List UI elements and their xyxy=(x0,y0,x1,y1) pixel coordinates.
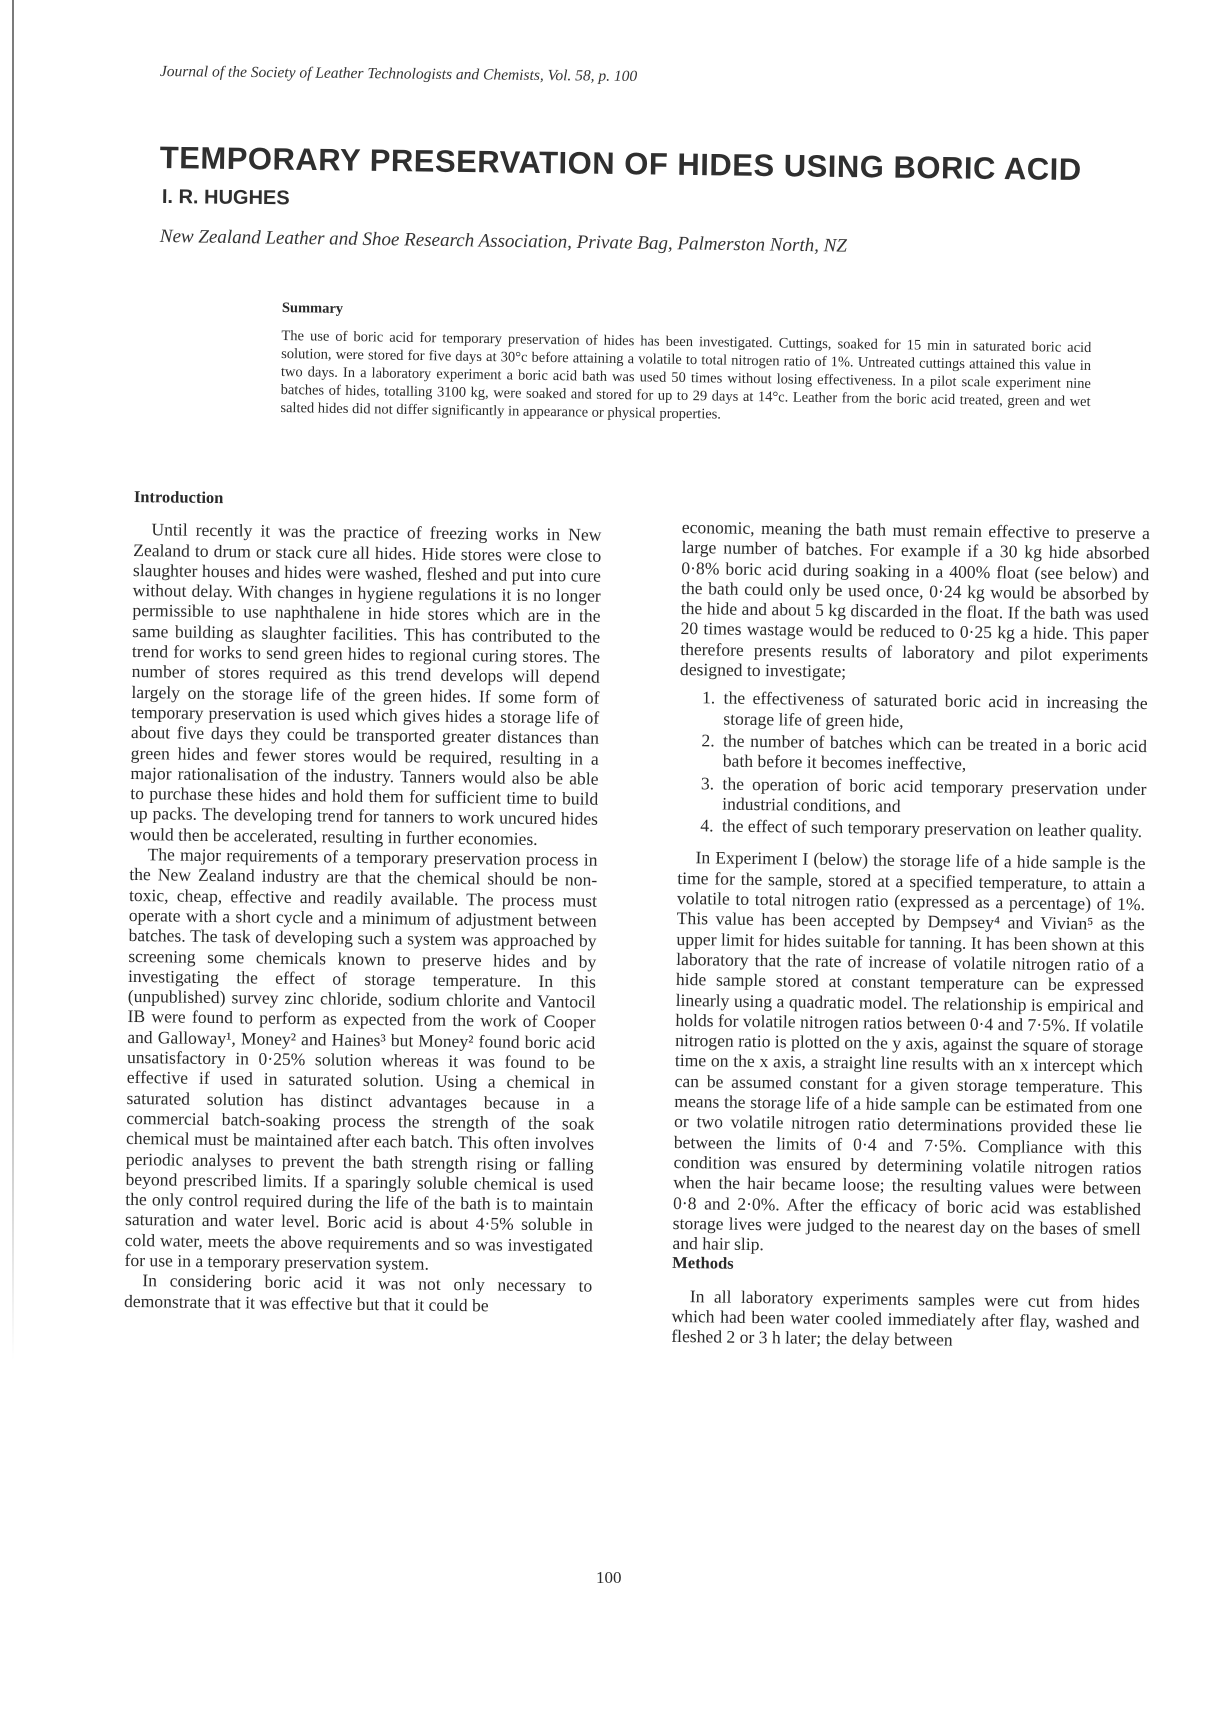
right-column xyxy=(671,517,1150,1353)
article-author: I. R. HUGHES xyxy=(161,186,290,210)
page-number: 100 xyxy=(596,1568,622,1587)
summary-section xyxy=(280,300,1092,429)
methods-paragraph: In all laboratory experiments samples were cut from hides which had been water cooled immediately after flay, washed and fleshed 2 or 3 h later; the delay between xyxy=(671,1285,1140,1350)
author-affiliation: New Zealand Leather and Shoe Research Association, Private Bag, Palmerston North, NZ xyxy=(159,226,848,257)
journal-citation: Journal of the Society of Leather Technologists and Chemists, Vol. 58, p. 100 xyxy=(159,63,638,85)
intro-paragraph: Until recently it was the practice of freezing works in New Zealand to drum or stack cure all hides. Hide stores were close to slaughter houses and hides were washed, fleshed and put into cure without delay. With changes in hygiene regulations it is no longer permissible to use naphthalene in hide stores which are in the same building as slaughter facilities. This has contributed to the trend for works to send green hides to regional curing stores. The number of stores required as this trend develops will depend largely on the storage life of the green hides. If some form of temporary preservation is used which gives hides a storage life of about five days they could be transported greater distances than green hides and fewer stores would be required, resulting in a major rationalisation of the industry. Tanners would also be able to purchase these hides and hold them for sufficient time to build up packs. The developing trend for tanners to work uncured hides would then be accelerated, resulting in further economies. xyxy=(129,519,602,849)
aims-list-item: 1. the effectiveness of saturated boric acid in increasing the storage life of green hide, xyxy=(719,688,1147,734)
intro-paragraph: In considering boric acid it was not only necessary to demonstrate that it was effective but that it could be xyxy=(123,1270,593,1315)
aims-list-item: 3. the operation of boric acid temporary preservation under industrial conditions, and xyxy=(718,773,1146,819)
experiment-paragraph: In Experiment I (below) the storage life of a hide sample is the time for the sample, stored at a specified temperature, to attain a volatile to total nitrogen ratio (expressed as a percentage) of 1%. This value has been accepted by Dempsey⁴ and Vivian⁵ as the upper limit for hides suitable for tanning. It has been shown at this laboratory that the rate of increase of volatile nitrogen ratio of a hide sample stored at constant temperature can be expressed linearly using a quadratic model. The relationship is empirical and holds for volatile nitrogen ratios between 0·4 and 7·5%. If volatile nitrogen ratio is plotted on the y axis, against the square of storage time on the x axis, a straight line results with an x intercept which can be assumed constant for a given storage temperature. This means the storage life of a hide sample can be estimated from one or two volatile nitrogen ratio determinations provided these lie between the limits of 0·4 and 7·5%. Compliance with this condition was ensured by determining volatile nitrogen ratios when the hair became loose; the resulting values were between 0·8 and 2·0%. After the efficacy of boric acid was established storage lives were judged to the nearest day on the bases of smell and hair slip. xyxy=(672,847,1146,1255)
aims-list-item: 2. the number of batches which can be treated in a boric acid bath before it becomes ineffective, xyxy=(719,730,1147,776)
intro-paragraph: The major requirements of a temporary preservation process in the New Zealand industry are that the chemical should be non-toxic, cheap, effective and readily available. The process must operate with a short cycle and a minimum of adjustment between batches. The task of developing such a system was approached by screening some chemicals known to preserve hides and by investigating the effect of storage temperature. In this (unpublished) survey zinc chloride, sodium chlorite and Vantocil IB were found to perform as expected from the work of Cooper and Galloway¹, Money² and Haines³ but Money² found boric acid unsatisfactory in 0·25% solution whereas it was found to be effective if used in saturated solution. Using a chemical in saturated solution has distinct advantages because in a commercial batch-soaking process the strength of the soak chemical must be maintained after each batch. This often involves periodic analyses to prevent the bath strength rising or falling beyond prescribed limits. If a sparingly soluble chemical is used the only control required during the life of the bath is to maintain saturation and water level. Boric acid is about 4·5% soluble in cold water, meets the above requirements and so was investigated for use in a temporary preservation system. xyxy=(124,844,598,1274)
scan-edge-line xyxy=(12,0,14,1360)
introduction-heading: Introduction xyxy=(133,487,224,508)
intro-continuation: economic, meaning the bath must remain effective to preserve a large number of batches. For example if a 30 kg hide absorbed 0·8% boric acid during soaking in a 400% float (see below) and the bath could only be used once, 0·24 kg would be absorbed by the hide and about 5 kg discarded in the float. If the bath was used 20 times wastage would be reduced to 0·25 kg a hide. This paper therefore presents results of laboratory and pilot experiments designed to investigate; xyxy=(679,517,1150,682)
article-title: TEMPORARY PRESERVATION OF HIDES USING BORIC ACID xyxy=(159,140,1082,188)
summary-heading: Summary xyxy=(281,300,344,317)
aims-list xyxy=(678,687,1148,841)
aims-list-item: 4. the effect of such temporary preservation on leather quality. xyxy=(718,816,1146,842)
summary-text: The use of boric acid for temporary preservation of hides has been investigated. Cuttings, soaked for 15 min in saturated boric acid solution, were stored for five days at 30°c before attaining a volatile to total nitrogen ratio of 1%. Untreated cuttings attained this value in two days. In a laboratory experiment a boric acid bath was used 50 times without losing effectiveness. In a pilot scale experiment nine batches of hides, totalling 3100 kg, were soaked and stored for up to 29 days at 14°c. Leather from the boric acid treated, green and wet salted hides did not differ significantly in appearance or physical properties. xyxy=(280,327,1092,423)
methods-heading: Methods xyxy=(672,1253,734,1274)
left-column xyxy=(124,487,602,1317)
